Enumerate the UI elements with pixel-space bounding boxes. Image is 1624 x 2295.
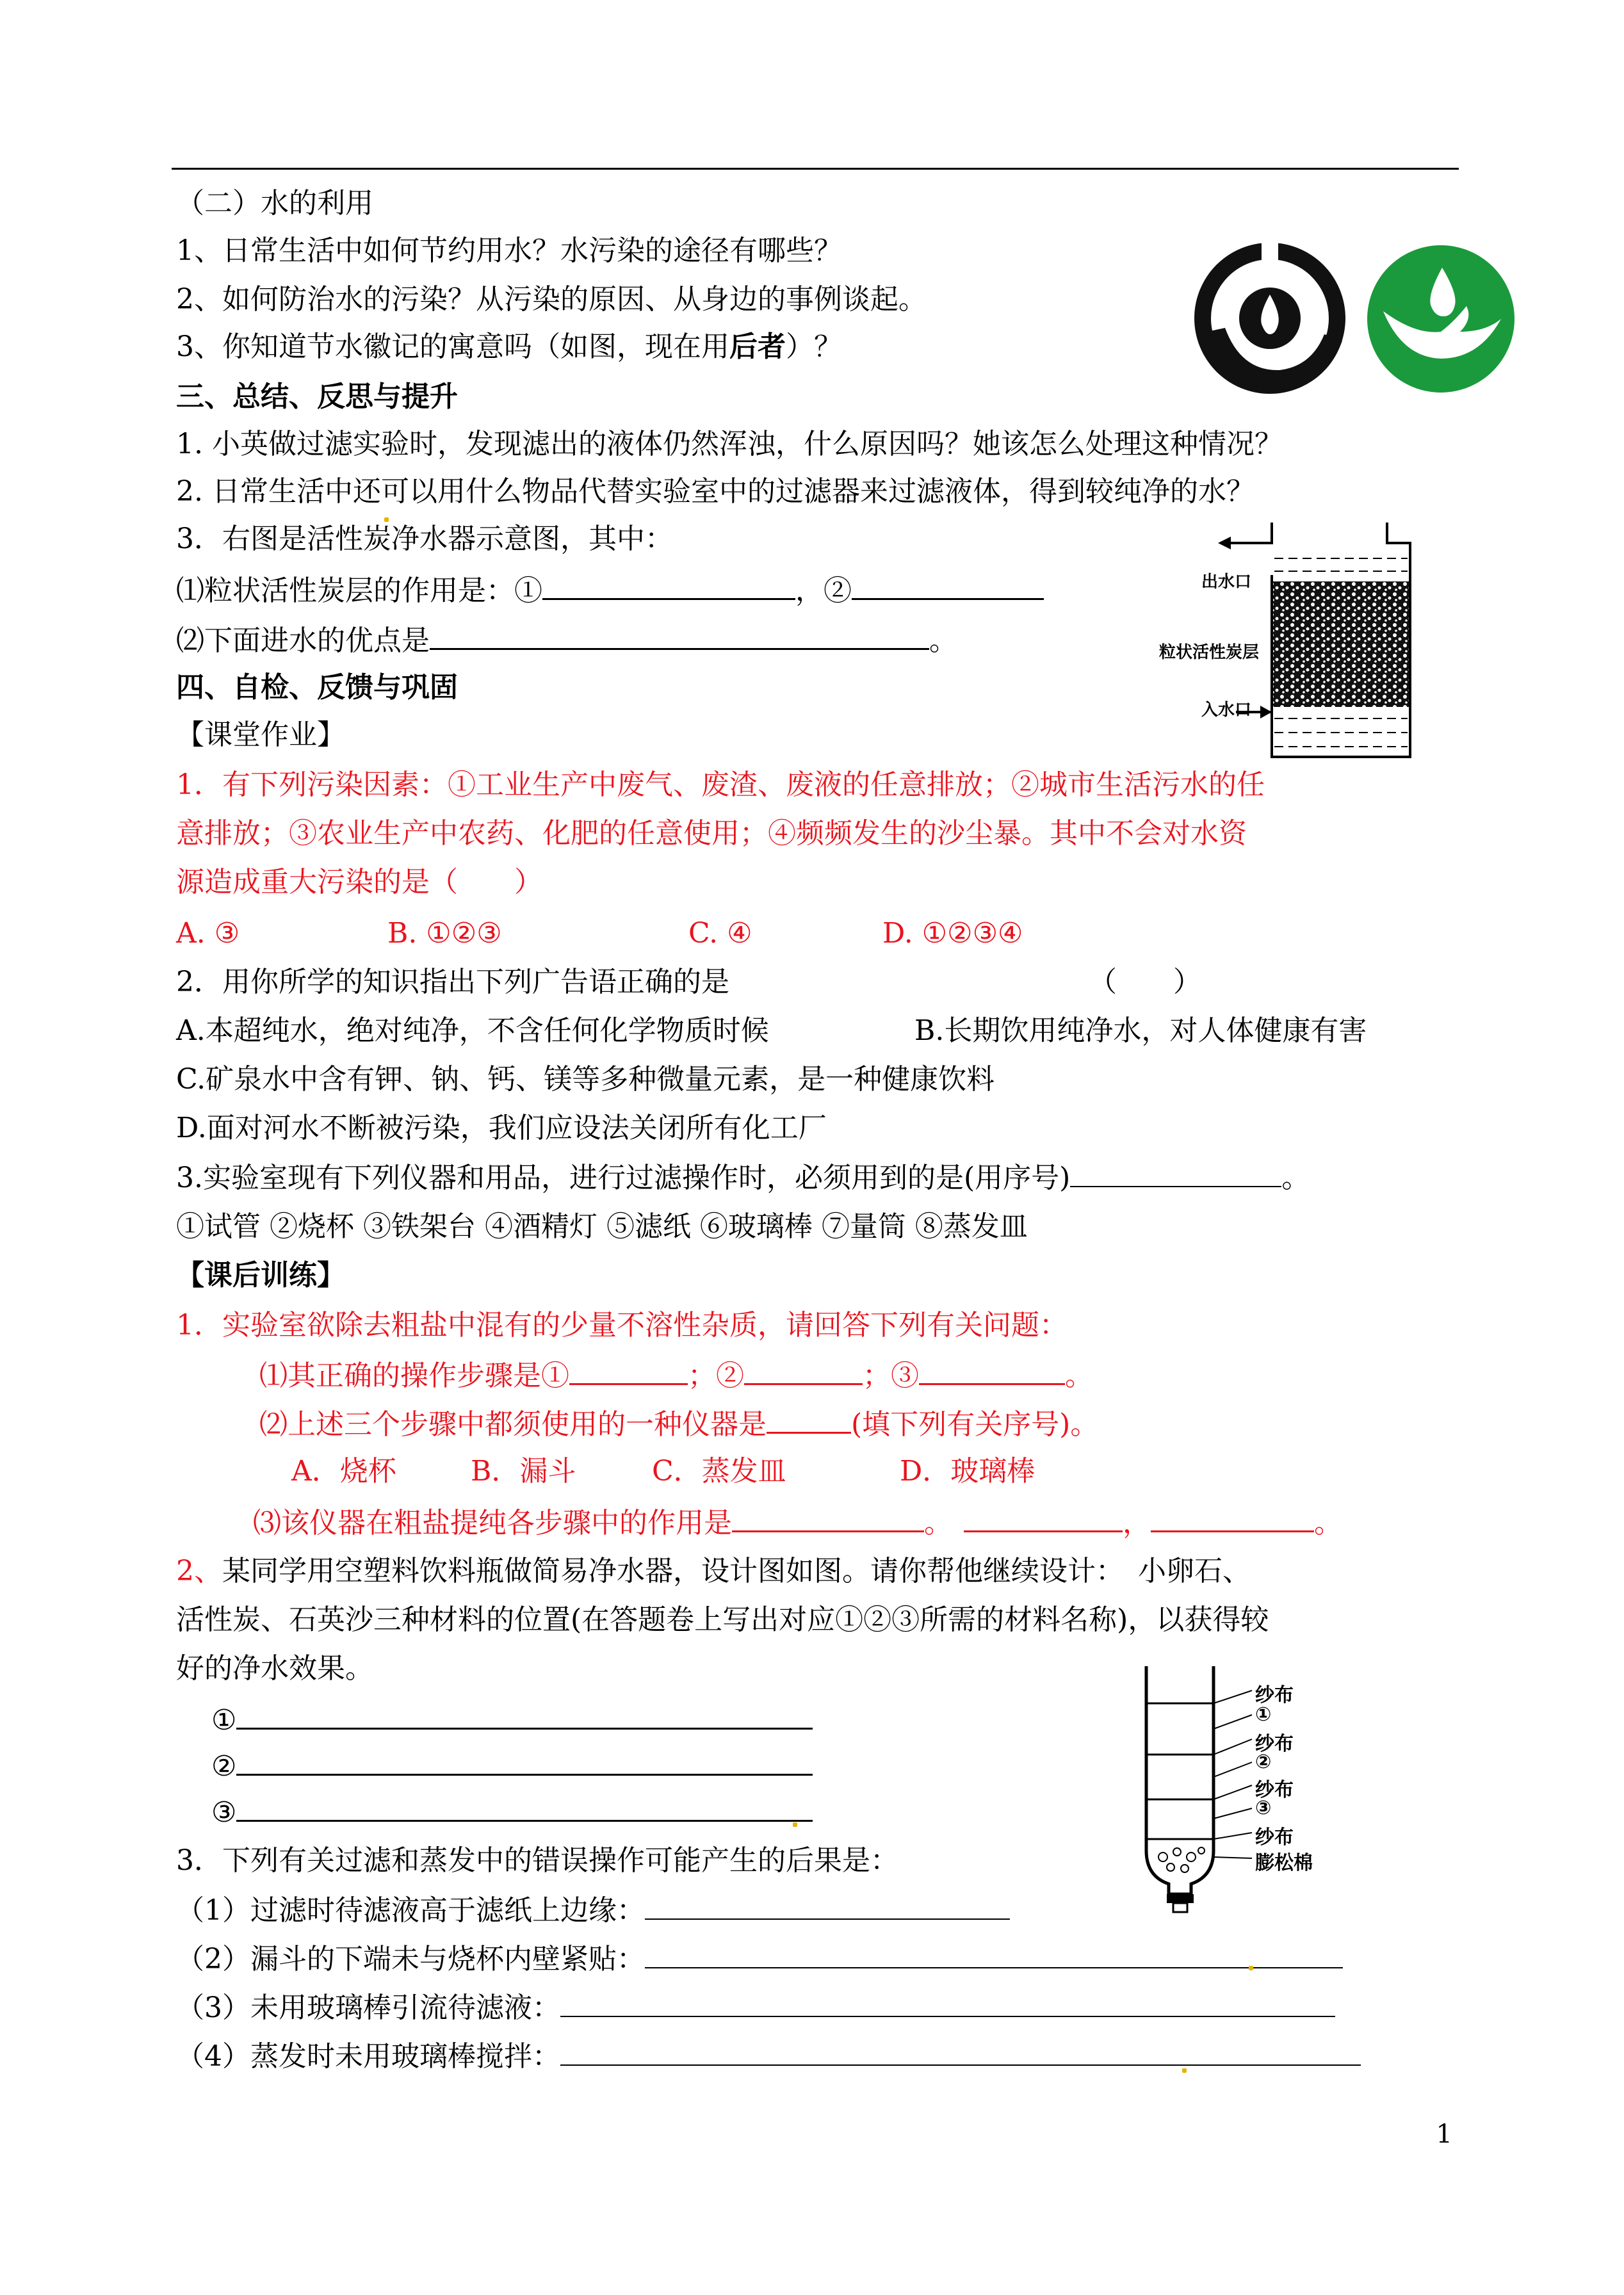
bottle-label: 纱布 [1255,1684,1294,1707]
question-line: 2．用你所学的知识指出下列广告语正确的是 [176,966,729,998]
question-line: 2. 日常生活中还可以用什么物品代替实验室中的过滤器来过滤液体，得到较纯净的水？ [176,475,1255,508]
text: ⑴其正确的操作步骤是① [259,1359,569,1392]
option-c[interactable]: C.矿泉水中含有钾、钠、钙、镁等多种微量元素，是一种健康饮料 [176,1063,995,1096]
text: 3、你知道节水徽记的寓意吗（如图，现在用 [176,330,729,363]
section-heading-summary: 三、总结、反思与提升 [176,380,458,413]
question-line [176,1989,1335,2027]
option-b[interactable]: B. ①②③ [387,917,502,950]
option-d[interactable]: D．玻璃棒 [900,1455,1035,1488]
option-b[interactable]: B．漏斗 [471,1455,576,1488]
text: ⑴粒状活性炭层的作用是：① [176,574,542,607]
header-rule [172,168,1459,170]
subheading-class-work: 【课堂作业】 [176,718,345,751]
question-line [176,1159,1310,1197]
text: （4）蒸发时未用玻璃棒搅拌： [176,2040,560,2073]
water-saving-emblem-old-icon [1190,238,1350,398]
option-d[interactable]: D. ①②③④ [882,917,1023,950]
bottle-label: ② [1255,1751,1272,1773]
answer-blank[interactable] [560,1990,1335,2017]
question-line: 1. 小英做过滤实验时，发现滤出的液体仍然浑浊，什么原因吗？她该怎么处理这种情况？ [176,428,1283,460]
question-line: 1、日常生活中如何节约用水？水污染的途径有哪些？ [176,234,842,267]
answer-blank[interactable] [430,620,929,650]
answer-blank[interactable] [852,570,1044,600]
circled-number: ③ [211,1796,237,1829]
answer-blank[interactable] [732,1502,924,1532]
question-line [259,1404,1098,1444]
text: 。 [1281,1162,1310,1194]
answer-blank[interactable] [645,1893,1010,1920]
text: （3）未用玻璃棒引流待滤液： [176,1991,560,2024]
question-line: 活性炭、石英沙三种材料的位置(在答题卷上写出对应①②③所需的材料名称)，以获得较 [176,1603,1269,1636]
text: 。 [929,624,957,657]
question-line: 意排放；③农业生产中农药、化肥的任意使用；④频频发生的沙尘暴。其中不会对水资 [176,817,1247,850]
question-line: 1．实验室欲除去粗盐中混有的少量不溶性杂质，请回答下列有关问题： [176,1309,1068,1342]
question-line [253,1502,1342,1543]
text: ⑶该仪器在粗盐提纯各步骤中的作用是 [253,1507,732,1539]
question-line [176,620,957,660]
question-line [176,570,1044,610]
question-line [176,1892,1010,1930]
text: (填下列有关序号)。 [851,1408,1099,1441]
option-a[interactable]: A．烧杯 [291,1455,396,1488]
answer-blank[interactable] [767,1404,851,1434]
question-line: 源造成重大污染的是（ ） [176,866,542,898]
text: 。 [924,1507,952,1539]
answer-blank[interactable] [964,1502,1123,1532]
option-c[interactable]: C. ④ [688,917,752,950]
answer-blank[interactable] [236,1746,813,1776]
answer-line [211,1746,813,1786]
text: 某同学用空塑料饮料瓶做简易净水器，设计图如图。请你帮他继续设计： 小卵石、 [222,1555,1251,1587]
scan-speck [1182,2068,1187,2073]
bottle-purifier-diagram [1140,1665,1351,1915]
answer-blank[interactable] [560,2039,1361,2066]
carbon-filter-diagram [1146,520,1428,763]
answer-blank[interactable] [744,1355,863,1385]
question-line: 好的净水效果。 [176,1652,373,1685]
text: （2）漏斗的下端未与烧杯内壁紧贴： [176,1943,645,1975]
bottle-label: 膨松棉 [1255,1852,1313,1874]
bottle-label: 纱布 [1255,1826,1294,1849]
text: （1）过滤时待滤液高于滤纸上边缘： [176,1894,645,1927]
question-line [176,328,842,366]
answer-blank[interactable] [1151,1502,1314,1532]
text: ， [1123,1507,1151,1539]
answer-paren[interactable]: （ ） [1089,966,1201,998]
option-b[interactable]: B.长期饮用纯净水，对人体健康有害 [914,1014,1367,1047]
bottle-label: 纱布 [1255,1733,1294,1755]
text: ；③ [863,1359,919,1392]
text: ，② [795,574,852,607]
section-heading-self-check: 四、自检、反馈与巩固 [176,671,458,704]
option-a[interactable]: A. ③ [176,917,240,950]
option-d[interactable]: D.面对河水不断被污染，我们应设法关闭所有化工厂 [176,1112,827,1144]
question-line: 3．右图是活性炭净水器示意图，其中： [176,523,673,555]
question-line: 3．下列有关过滤和蒸发中的错误操作可能产生的后果是： [176,1844,898,1877]
subheading-after-class: 【课后训练】 [176,1259,345,1292]
question-number: 2、 [176,1555,222,1587]
text: 3.实验室现有下列仪器和用品，进行过滤操作时，必须用到的是(用序号) [176,1162,1071,1194]
answer-blank[interactable] [645,1942,1343,1968]
text: 。 [1314,1507,1342,1539]
bottle-label: 纱布 [1255,1779,1294,1801]
text: ）？ [786,330,842,363]
items-list: ①试管 ②烧杯 ③铁架台 ④酒精灯 ⑤滤纸 ⑥玻璃棒 ⑦量筒 ⑧蒸发皿 [176,1210,1028,1243]
scan-speck [793,1822,797,1827]
answer-blank[interactable] [542,570,795,600]
question-line [259,1355,1093,1395]
circled-number: ① [211,1704,237,1737]
answer-blank[interactable] [236,1699,813,1730]
scan-speck [1249,1966,1253,1970]
answer-blank[interactable] [569,1355,688,1385]
text: ⑵上述三个步骤中都须使用的一种仪器是 [259,1408,767,1441]
circled-number: ② [211,1750,237,1783]
question-line: 1．有下列污染因素：①工业生产中废气、废渣、废液的任意排放；②城市生活污水的任 [176,768,1265,801]
page-number: 1 [1436,2120,1452,2149]
text: ；② [688,1359,744,1392]
question-line [176,1940,1343,1979]
inlet-label: 入水口 [1201,701,1252,720]
option-a[interactable]: A.本超纯水，绝对纯净，不含任何化学物质时候 [176,1014,769,1047]
outlet-label: 出水口 [1201,572,1252,592]
option-c[interactable]: C．蒸发皿 [652,1455,786,1488]
bottle-label: ① [1255,1703,1272,1726]
answer-line [211,1792,813,1832]
bottle-label: ③ [1255,1797,1272,1819]
question-line [176,1552,1251,1591]
carbon-layer-label: 粒状活性炭层 [1159,643,1260,662]
answer-blank[interactable] [236,1792,813,1822]
answer-blank[interactable] [1070,1160,1281,1187]
scan-speck [384,517,389,522]
section-heading-water-use: （二）水的利用 [176,187,373,220]
text: ⑵下面进水的优点是 [176,624,430,657]
water-saving-emblem-new-icon [1364,242,1518,396]
emphasis-text: 后者 [729,330,786,363]
question-line: 2、如何防治水的污染？从污染的原因、从身边的事例谈起。 [176,283,927,316]
answer-blank[interactable] [919,1355,1065,1385]
answer-line [211,1699,813,1740]
text: 。 [1065,1359,1093,1392]
